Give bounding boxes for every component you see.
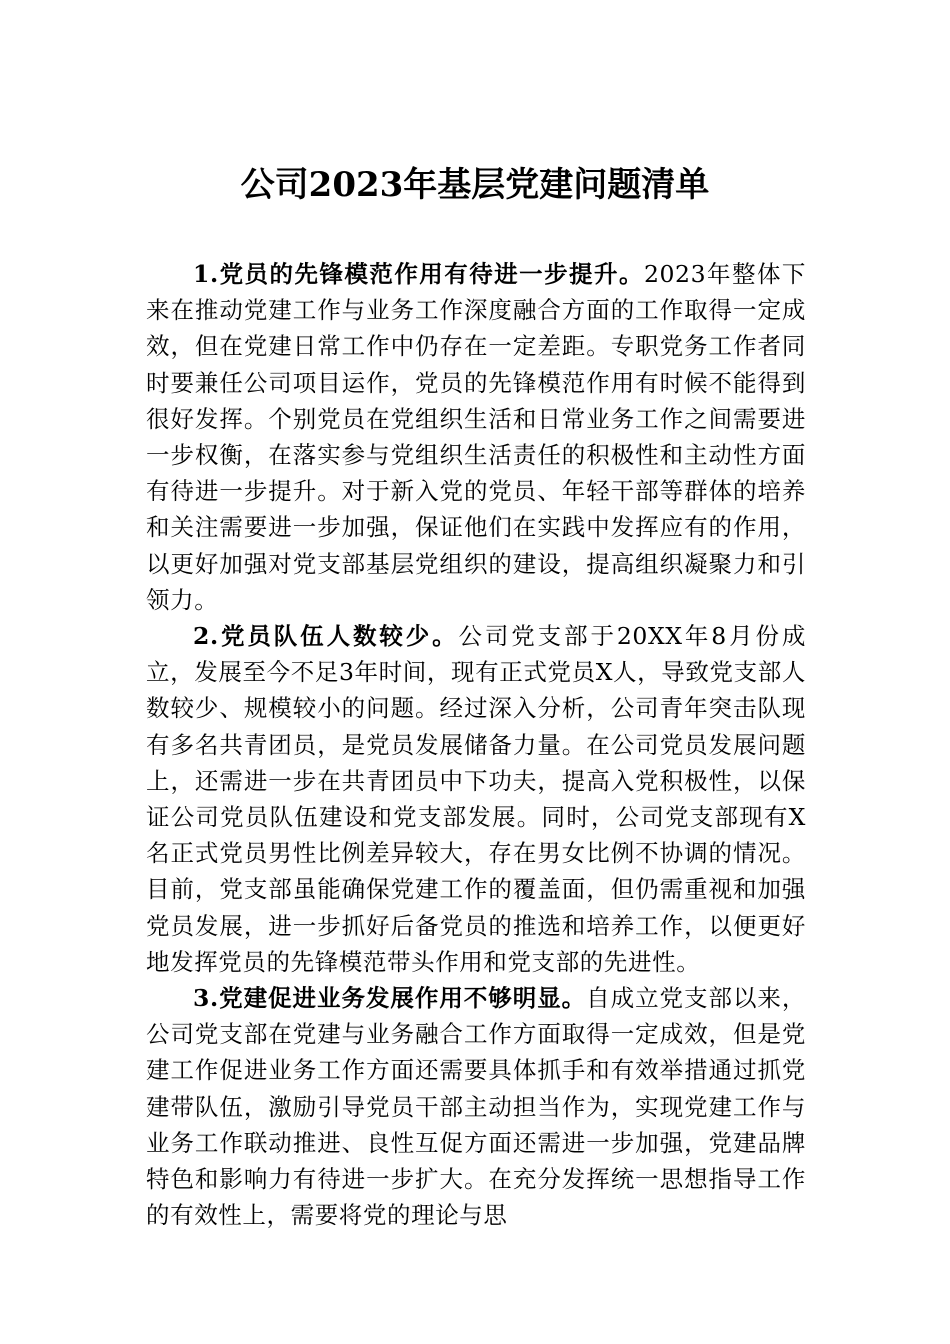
paragraph-2-heading: 2.党员队伍人数较少。 (193, 622, 459, 651)
paragraph-3-heading: 3.党建促进业务发展作用不够明显。 (193, 984, 587, 1013)
paragraph-3 (146, 980, 806, 1233)
paragraph-1-heading: 1.党员的先锋模范作用有待进一步提升。 (193, 260, 644, 288)
document-title: 公司2023年基层党建问题清单 (240, 165, 710, 205)
paragraph-3-text: 自成立党支部以来，公司党支部在党建与业务融合工作方面取得一定成效，但是党建工作促进业务工作方面还需要具体抓手和有效举措通过抓党建带队伍，激励引导党员干部主动担当作为，实现党建工作与业务工作联动推进、良性互促方面还需进一步加强，党建品牌特色和影响力有待进一步扩大。在充分发挥统一思想指导工作的有效性上，需要将党的理论与思 (146, 984, 806, 1230)
paragraph-2-text: 公司党支部于20XX年8月份成立，发展至今不足3年时间，现有正式党员X人，导致党支部人数较少、规模较小的问题。经过深入分析，公司青年突击队现有多名共青团员，是党员发展储备力量。在公司党员发展问题上，还需进一步在共青团员中下功夫，提高入党积极性，以保证公司党员队伍建设和党支部发展。同时，公司党支部现有X名正式党员男性比例差异较大，存在男女比例不协调的情况。目前，党支部虽能确保党建工作的覆盖面，但仍需重视和加强党员发展，进一步抓好后备党员的推选和培养工作，以便更好地发挥党员的先锋模范带头作用和党支部的先进性。 (146, 622, 806, 976)
paragraph-1 (146, 256, 806, 618)
paragraph-1-text: 2023年整体下来在推动党建工作与业务工作深度融合方面的工作取得一定成效，但在党建日常工作中仍存在一定差距。专职党务工作者同时要兼任公司项目运作，党员的先锋模范作用有时候不能得到很好发挥。个别党员在党组织生活和日常业务工作之间需要进一步权衡，在落实参与党组织生活责任的积极性和主动性方面有待进一步提升。对于新入党的党员、年轻干部等群体的培养和关注需要进一步加强，保证他们在实践中发挥应有的作用，以更好加强对党支部基层党组织的建设，提高组织凝聚力和引领力。 (146, 260, 807, 614)
document-body (146, 256, 806, 1233)
paragraph-2 (146, 618, 806, 980)
